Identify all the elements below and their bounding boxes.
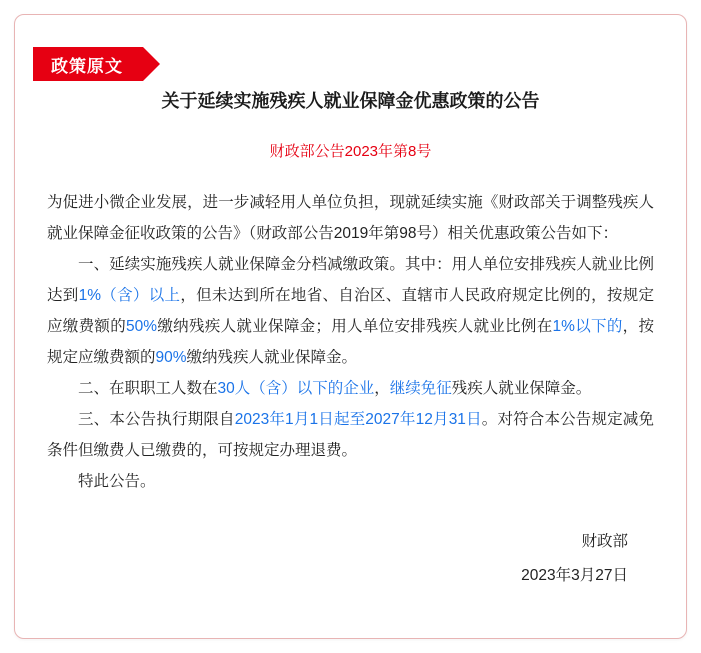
highlighted-text: 1%（含）以上 (78, 286, 181, 304)
policy-origin-ribbon (33, 47, 143, 81)
paragraph-text: ， (374, 379, 390, 397)
document-body (15, 15, 686, 613)
paragraph (47, 466, 654, 497)
paragraph-text: ，按规定应缴费额的 (47, 317, 654, 366)
signature-date: 2023年3月27日 (521, 566, 628, 584)
paragraph (47, 373, 654, 404)
paragraph (47, 404, 654, 466)
paragraph-text: 缴纳残疾人就业保障金。 (186, 348, 358, 366)
paragraph-text: 三、本公告执行期限自 (78, 410, 235, 428)
paragraph-text: 特此公告。 (78, 472, 156, 490)
highlighted-text: 30人（含）以下的企业 (217, 379, 375, 397)
document-number: 财政部公告2023年第8号 (269, 142, 432, 160)
signature-issuer: 财政部 (581, 532, 628, 550)
paragraph (47, 249, 654, 373)
highlighted-text: 继续免征 (389, 379, 452, 397)
page-title: 关于延续实施残疾人就业保障金优惠政策的公告 (161, 91, 540, 111)
paragraph-text: ，但未达到所在地省、自治区、直辖市人民政府规定比例的，按规定应缴费额的 (47, 286, 654, 335)
paragraph-text: 。对符合本公告规定减免条件但缴费人已缴费的，可按规定办理退费。 (47, 410, 654, 459)
highlighted-text: 2023年1月1日起至2027年12月31日 (234, 410, 482, 428)
paragraph-text: 二、在职职工人数在 (78, 379, 218, 397)
highlighted-text: 1%以下的 (552, 317, 623, 335)
paragraph-text: 残疾人就业保障金。 (451, 379, 592, 397)
highlighted-text: 90% (155, 348, 187, 366)
policy-card (14, 14, 687, 639)
paragraph (47, 187, 654, 249)
ribbon-label: 政策原文 (51, 56, 123, 76)
paragraph-text: 缴纳残疾人就业保障金；用人单位安排残疾人就业比例在 (157, 317, 553, 335)
document-paragraphs (47, 187, 654, 497)
paragraph-text: 为促进小微企业发展，进一步减轻用人单位负担，现就延续实施《财政部关于调整残疾人就业保障金征收政策的公告》（财政部公告2019年第98号）相关优惠政策公告如下： (47, 193, 654, 242)
paragraph-text: 一、延续实施残疾人就业保障金分档减缴政策。其中：用人单位安排残疾人就业比例达到 (47, 255, 654, 304)
document-signature (47, 525, 654, 593)
highlighted-text: 50% (126, 317, 158, 335)
